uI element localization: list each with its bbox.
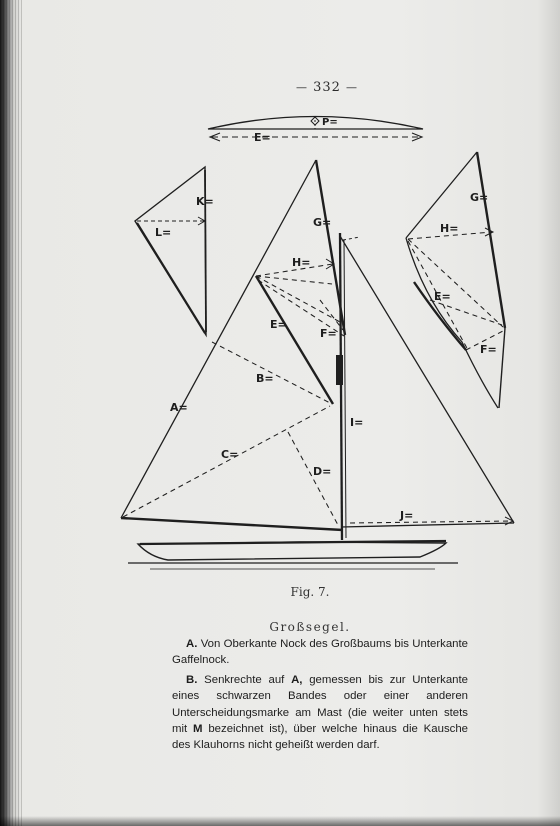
- paragraph-a-text: Von Oberkante Nock des Großbaums bis Unterkante Gaffelnock.: [172, 638, 468, 667]
- mast-mark-band: [336, 355, 343, 385]
- figure-drawing: [105, 108, 497, 580]
- topsail-leech: [137, 223, 205, 333]
- label-right-f: F=: [480, 343, 497, 356]
- right-gaff: [477, 152, 505, 328]
- label-l: L=: [155, 226, 172, 239]
- boom: [121, 518, 343, 530]
- right-luff: [406, 238, 498, 408]
- label-main-h: H=: [292, 256, 311, 269]
- label-j: J=: [400, 509, 414, 522]
- label-right-h: H=: [440, 222, 459, 235]
- topsail-outline: [135, 167, 206, 335]
- paragraph-b: [172, 672, 468, 753]
- mainsail-leech: [340, 236, 514, 523]
- line-j: [350, 521, 512, 523]
- paragraph-a: [172, 636, 468, 669]
- line-c: [123, 406, 330, 517]
- paragraph-a-key: A.: [186, 638, 198, 650]
- label-b: B=: [256, 372, 274, 385]
- label-top-p: P=: [322, 117, 338, 128]
- figure-caption: Fig. 7.: [290, 585, 330, 599]
- hull-outline: [138, 542, 446, 560]
- paragraph-b-text-before: Senkrechte auf: [204, 674, 285, 686]
- label-k: K=: [196, 195, 214, 208]
- label-right-e: E=: [434, 290, 451, 303]
- label-d: D=: [313, 465, 332, 478]
- measurement-lines: [123, 264, 512, 525]
- page-number-value: 332: [313, 80, 341, 95]
- right-line-f2: [430, 300, 502, 325]
- label-i: I=: [350, 416, 364, 429]
- page-bottom-shadow: [0, 816, 560, 826]
- mast: [340, 233, 342, 540]
- spar-outline: [208, 117, 423, 130]
- foresail-luff: [121, 160, 316, 518]
- page-number: — 332 —: [295, 80, 359, 95]
- right-leech: [499, 328, 505, 408]
- book-spine-shadow: [0, 0, 22, 826]
- label-top-e: E=: [254, 131, 271, 144]
- section-title: Großsegel.: [269, 620, 351, 634]
- line-d: [288, 432, 338, 525]
- label-c: C=: [221, 448, 239, 461]
- right-measurement-lines: [408, 232, 503, 350]
- top-spar-diagram: [208, 116, 423, 141]
- paragraph-b-text-after: bezeichnet ist), über welche hinaus die Kausche des Klauhorns nicht geheißt werden darf.: [172, 722, 469, 752]
- mainsail-head-dash: [343, 237, 360, 240]
- topsail-diagram: [135, 167, 206, 335]
- paragraph-b-mark: M: [193, 722, 203, 735]
- label-main-e: E=: [270, 318, 287, 331]
- mast-back: [344, 240, 346, 538]
- label-main-g: G=: [313, 216, 332, 229]
- label-a: A=: [170, 401, 188, 414]
- deck-line: [140, 541, 446, 544]
- paragraph-b-key: B.: [186, 674, 198, 686]
- paragraph-b-text-mid: gemessen bis zur Unterkante eines schwarzen Bandes oder einer anderen Unterscheidungsmarke am Mast (die weiter unten stets mit: [172, 674, 469, 735]
- sail-measurement-figure: [105, 108, 497, 584]
- mainsail-foot: [341, 523, 514, 527]
- label-main-f: F=: [320, 327, 337, 340]
- paragraph-b-ref: A,: [291, 674, 303, 686]
- label-right-g: G=: [470, 191, 489, 204]
